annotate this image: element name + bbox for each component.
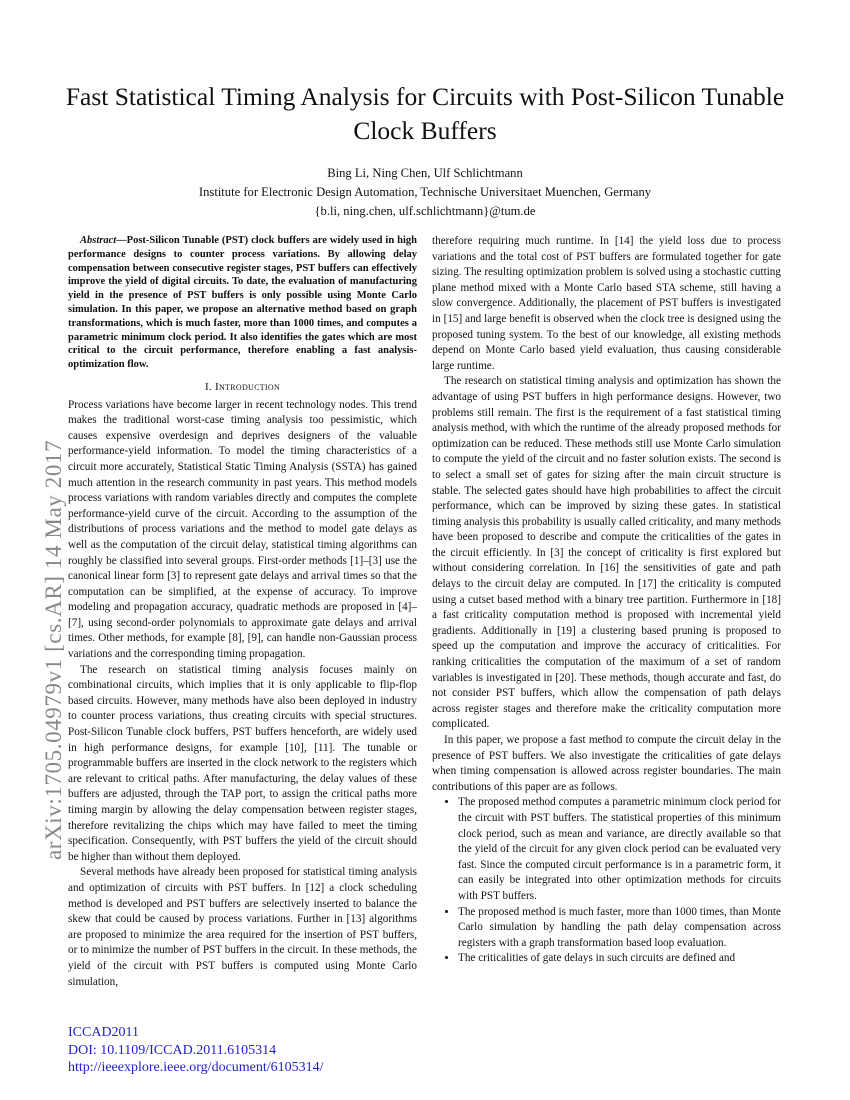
arxiv-sidebar-identifier: arXiv:1705.04979v1 [cs.AR] 14 May 2017 [41,439,66,860]
abstract-lead: Abstract [80,235,117,246]
paragraph: In this paper, we propose a fast method to compute the circuit delay in the presence of PST buffers. We also investigate the criticalities of gate delays when timing compensation is allowed across register boundaries. The main contributions of this paper are as follows. [432,734,781,793]
paragraph: Process variations have become larger in recent technology nodes. This trend makes the traditional worst-case timing analysis too pessimistic, which causes expensive overdesign and deprives designers of the valuable performance-yield information. To model the timing characteristics of a circuit more accurately, Statistical Static Timing Analysis (SSTA) has gained much attention in the research community in past years. This method models process variations with random variables directly and computes the complete performance-yield curve of the circuit. According to the assumption of the distributions of process variations and the method to model gate delays as well as the computation of the circuit delay, statistical timing algorithms can roughly be classified into several groups. First-order methods [1]–[3] use the canonical linear form [3] to represent gate delays and arrival times so that the computation can be simplified, at the expense of accuracy. To improve modeling and propagation accuracy, quadratic methods are proposed in [4]–[7], using second-order polynomials to approximate gate delays and arrival times. Other methods, for example [8], [9], can handle non-Gaussian process variations and the corresponding timing propagation. [68,398,417,661]
list-item: • The criticalities of gate delays in such circuits are defined and [458,951,781,967]
paper-title: Fast Statistical Timing Analysis for Circuits with Post-Silicon Tunable Clock Buffers [65,82,785,145]
author-block [40,164,810,221]
author-names: Bing Li, Ning Chen, Ulf Schlichtmann [327,166,523,180]
conference-label[interactable]: ICCAD2011 [68,1025,140,1040]
left-column [68,234,417,990]
list-item: • The proposed method is much faster, more than 1000 times, than Monte Carlo simulation by handling the path delay compensation across registers with a graph transformation based loop evaluation. [458,905,781,952]
abstract-text: —Post-Silicon Tunable (PST) clock buffers are widely used in high performance designs to counter process variations. By allowing delay compensation between consecutive register stages, PST buffers can effectively improve the yield of digital circuits. To date, the evaluation of manufacturing yield in the presence of PST buffers is only possible using Monte Carlo simulation. In this paper, we propose an alternative method based on graph transformations, which is much faster, more than 1000 times, and computes a parametric minimum clock period. It also identifies the gates which are most critical to the circuit performance, therefore enabling a fast analysis-optimization flow. [68,235,417,371]
section-title: Introduction [215,380,281,393]
contributions-list [432,795,781,967]
section-number: I. [204,380,212,393]
ieee-url-link[interactable]: http://ieeexplore.ieee.org/document/6105314/ [68,1060,324,1075]
right-column [432,234,781,967]
paragraph: The research on statistical timing analysis focuses mainly on combinational circuits, which implies that it is only applicable to flip-flop based circuits. However, many methods have also been deployed in industry to counter process variations, thus creating circuits with special structures. Post-Silicon Tunable clock buffers, PST buffers henceforth, are widely used in high performance designs, for example [10], [11]. The tunable or programmable buffers are inserted in the clock network to the registers which are relevant to critical paths. After manufacturing, the delay values of these buffers are adjusted, through the TAP port, to assign the critical paths more timing margin by allowing the delay compensation between register stages, therefore revitalizing the chips which may have failed to meet the timing specification. Consequently, with PST buffers the yield of the circuit should be higher than without them deployed. [68,663,417,863]
footer-links [68,1024,324,1077]
paragraph: therefore requiring much runtime. In [14] the yield loss due to process variations and the total cost of PST buffers are formulated together for gate sizing. The resulting optimization problem is solved using a stochastic cutting plane method mixed with a Monte Carlo based STA scheme, still having a slow convergence. Additionally, the placement of PST buffers is investigated in [15] and large benefit is observed when the clock tree is designed using the proposed tuning system. To the best of our knowledge, all existing methods depend on Monte Carlo based yield evaluation, thus causing considerable large runtime. [432,235,781,372]
list-item: • The proposed method computes a parametric minimum clock period for the circuit with PST buffers. The statistical properties of this minimum clock period, such as mean and variance, are directly available so that the yield of the circuit for any given clock period can be evaluated very fast. Since the computed circuit performance is in a parametric form, it can easily be integrated into other optimization methods for circuits with PST buffers. [458,795,781,904]
section-heading-introduction [68,380,417,396]
paragraph: Several methods have already been proposed for statistical timing analysis and optimization of circuits with PST buffers. In [12] a clock scheduling method is developed and PST buffers are selectively inserted to balance the skew that could be caused by process variations. Further in [13] algorithms are proposed to minimize the area required for the insertion of PST buffers, or to minimize the number of PST buffers in the circuit. In these methods, the yield of the circuit with PST buffers is computed using Monte Carlo simulation, [68,866,417,988]
author-email: {b.li, ning.chen, ulf.schlichtmann}@tum.de [314,204,536,218]
author-affiliation: Institute for Electronic Design Automation, Technische Universitaet Muenchen, Germany [198,185,652,199]
paragraph: The research on statistical timing analysis and optimization has shown the advantage of using PST buffers in high performance designs. However, two problems still remain. The first is the requirement of a fast statistical timing analysis method, with which the runtime of the already proposed methods for optimization can be reduced. These methods still use Monte Carlo simulation to compute the yield of the circuit and no faster solution exists. The second is to select a small set of gates for sizing after the main circuit structure is stable. The selected gates should have high probabilities to affect the circuit performance, which can be improved by sizing these gates. In statistical timing analysis this probability is usually called criticality, and many methods have been proposed to describe and compute the criticalities of the gates in the circuit efficiently. In [3] the concept of criticality is first explored but without considering correlation. In [16] the sensitivities of gate and path delays to the circuit delay are computed. In [17] the criticality is computed using a cutset based method with a binary tree partition. Furthermore in [18] a fast criticality computation method is proposed with incremental yield gradients. Additionally in [19] a clustering based pruning is proposed to speed up the computation and improve the accuracy of criticalities. For ranking criticalities the computation of the maximum of a set of random variables is investigated in [20]. These methods, though accurate and fast, do not consider PST buffers, which allow the compensation of path delays across register stages and therefore make the criticality computation more complicated. [432,375,781,731]
abstract [68,234,417,372]
doi-link[interactable]: DOI: 10.1109/ICCAD.2011.6105314 [68,1042,277,1058]
